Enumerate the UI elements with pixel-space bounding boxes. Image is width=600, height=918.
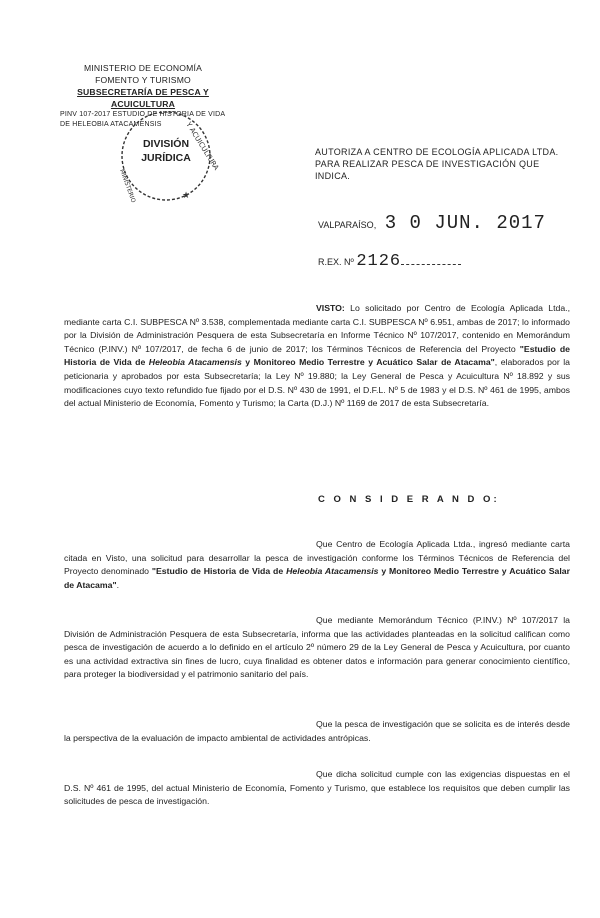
cons-1-project-2: y Monitoreo Medio Terrestre y Acuático Salar de Atacama" [64, 566, 571, 590]
division-juridica-stamp [118, 108, 221, 204]
cons-1-text-1: Que Centro de Ecología Aplicada Ltda., ingresó mediante carta citada en Visto, una solicitud para desarrollar la pesca de investigación conforme los Términos Técnicos de Referencia del Proyecto denominado [64, 539, 570, 577]
visto-text-2: , elaborados por la peticionaria y aprobados por esta Subsecretaría; la Ley Nº 19.880; la Ley General de Pesca y Acuicultura Nº 18.892 y sus modificaciones cuyo texto refundido fue fijado por el D.S. Nº 430 de 1991, el D.F.L. Nº 5 de 1983 y el D.S. Nº 461 de 1995, ambos del actual Ministerio de Economía, Fomento y Turismo; la Carta (D.J.) Nº 1169 de 2017 de esta Subsecretaría. [64, 357, 570, 409]
considerando-heading: C O N S I D E R A N D O: [318, 494, 500, 505]
reference-line-2: DE HELEOBIA ATACAMENSIS [60, 121, 162, 128]
resolution-label: R.EX. Nº [318, 257, 354, 267]
resolution-number: 2126 [356, 252, 402, 271]
stamp-line-2: JURÍDICA [141, 152, 191, 164]
visto-project-1: "Estudio de Historia de Vida de [64, 343, 570, 368]
stamp-line-1: DIVISIÓN [142, 138, 190, 150]
cons-1-species: Heleobia Atacamensis [286, 566, 379, 577]
visto-text-1: Lo solicitado por Centro de Ecología Aplicada Ltda., mediante carta C.I. SUBPESCA Nº 3.538, complementada mediante carta C.I. SUBPESCA Nº 6.951, ambas de 2017; lo informado por la División de Administración Pesquera de esta Subsecretaría en Informe Técnico Nº 107/2017, contenido en Memorándum Técnico (P.INV.) Nº 107/2017, de fecha 6 de junio de 2017; los Términos Técnicos de Referencia del Proyecto [64, 303, 570, 354]
visto-lead: VISTO: [316, 303, 345, 313]
ministry-line-2: FOMENTO Y TURISMO [95, 75, 191, 85]
date-handwritten: 3 0 JUN. 2017 [384, 212, 546, 234]
subsecretaria-line: SUBSECRETARÍA DE PESCA Y ACUICULTURA [77, 87, 209, 109]
cons-3-text: Que la pesca de investigación que se solicita es de interés desde la perspectiva de la evaluación de impacto ambiental de actividades antrópicas. [64, 719, 570, 743]
date-place: VALPARAÍSO, [318, 220, 377, 230]
resolution-number-line [318, 252, 461, 271]
cons-1-text-2: . [116, 579, 119, 590]
reference-line-1: PINV 107-2017 ESTUDIO DE HISTORIA DE VIDA [60, 111, 226, 118]
considerando-paragraph-3 [64, 718, 570, 745]
considerando-paragraph-4 [64, 768, 570, 809]
ministry-line: MINISTERIO DE ECONOMÍA [83, 63, 203, 73]
considerando-paragraph-1 [64, 538, 570, 592]
stamp-star-icon: ★ [182, 190, 191, 200]
visto-project-species: Heleobia Atacamensis [148, 357, 242, 368]
cons-4-text: Que dicha solicitud cumple con las exigencias dispuestas en el D.S. Nº 461 de 1995, del actual Ministerio de Economía, Fomento y Turismo, que establece los requisitos que deben cumplir las solicitudes de pesca de investigación. [64, 769, 570, 807]
cons-2-text: Que mediante Memorándum Técnico (P.INV.) Nº 107/2017 la División de Administración Pesquera de esta Subsecretaría, informa que las actividades planteadas en la solicitud califican como pesca de investigación de acuerdo a lo definido en el artículo 2º número 29 de la Ley General de Pesca y Acuicultura, por cuanto es una actividad extractiva sin fines de lucro, cuya finalidad es obtener datos e información para generar conocimiento científico, para proteger la biodiversidad y el patrimonio sanitario del país. [64, 615, 570, 680]
considerando-paragraph-2 [64, 614, 570, 682]
cons-1-project-1: "Estudio de Historia de Vida de [151, 566, 287, 577]
visto-project-2: y Monitoreo Medio Terrestre y Acuático Salar de Atacama" [241, 357, 495, 368]
resolution-underline [401, 264, 461, 265]
date-line [318, 212, 546, 234]
resolution-title: AUTORIZA A CENTRO DE ECOLOGÍA APLICADA LTDA. PARA REALIZAR PESCA DE INVESTIGACIÓN QUE INDICA. [315, 147, 559, 181]
visto-paragraph [64, 302, 570, 411]
stamp-ring-left: MINISTERIO [118, 168, 137, 204]
stamp-ring-right: Y ACUICULTURA [184, 120, 221, 172]
